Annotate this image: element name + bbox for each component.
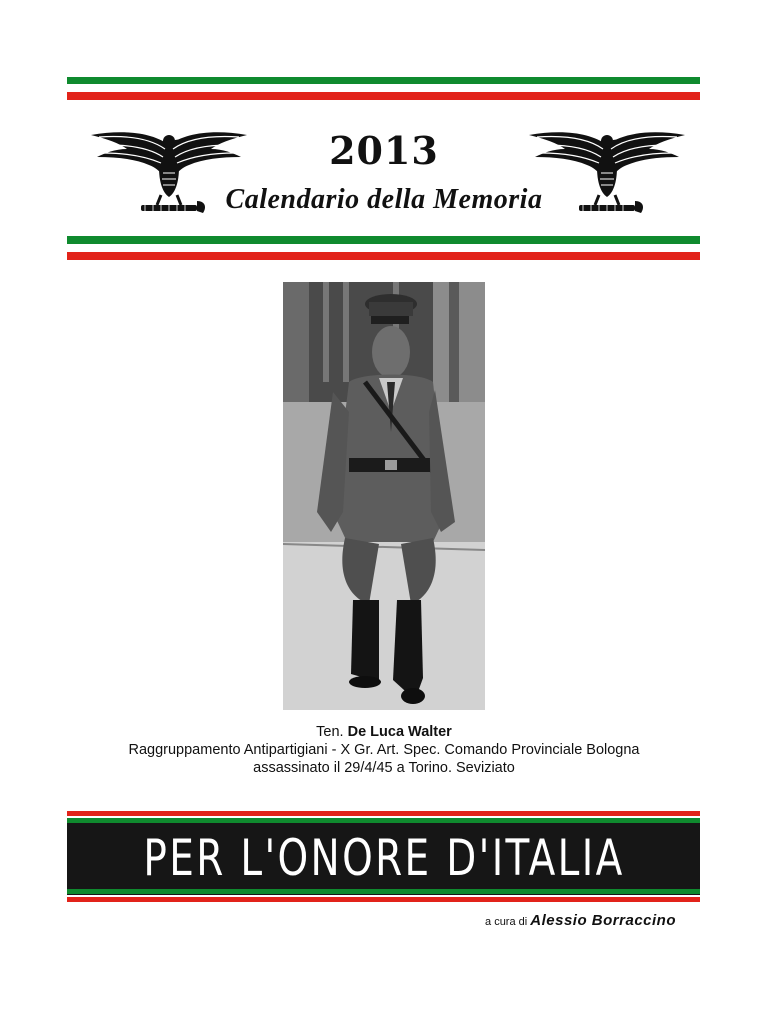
banner-bottom-red-stripe [67,897,700,902]
caption-name: De Luca Walter [347,724,452,740]
top-red-stripe [67,92,700,100]
portrait-photo [283,282,485,710]
banner-bottom-green-stripe [67,889,700,894]
top-green-stripe [67,77,700,84]
credit-prefix: a cura di [485,916,528,928]
header-green-stripe [67,236,700,244]
caption-unit: Raggruppamento Antipartigiani - X Gr. Art. Spec. Comando Provinciale Bologna [128,742,640,758]
header-red-stripe [67,252,700,260]
banner-top-red-stripe [67,811,700,816]
calendar-title: Calendario della Memoria [225,184,543,215]
caption-rank: Ten. [316,724,344,740]
credit-author: Alessio Borraccino [530,912,676,929]
calendar-year: 2013 [329,128,439,173]
banner-title: PER L'ONORE D'ITALIA [143,829,625,887]
caption-name-line [0,723,768,741]
caption-fate: assassinato il 29/4/45 a Torino. Seviziato [253,760,515,776]
credit-line [485,912,676,929]
